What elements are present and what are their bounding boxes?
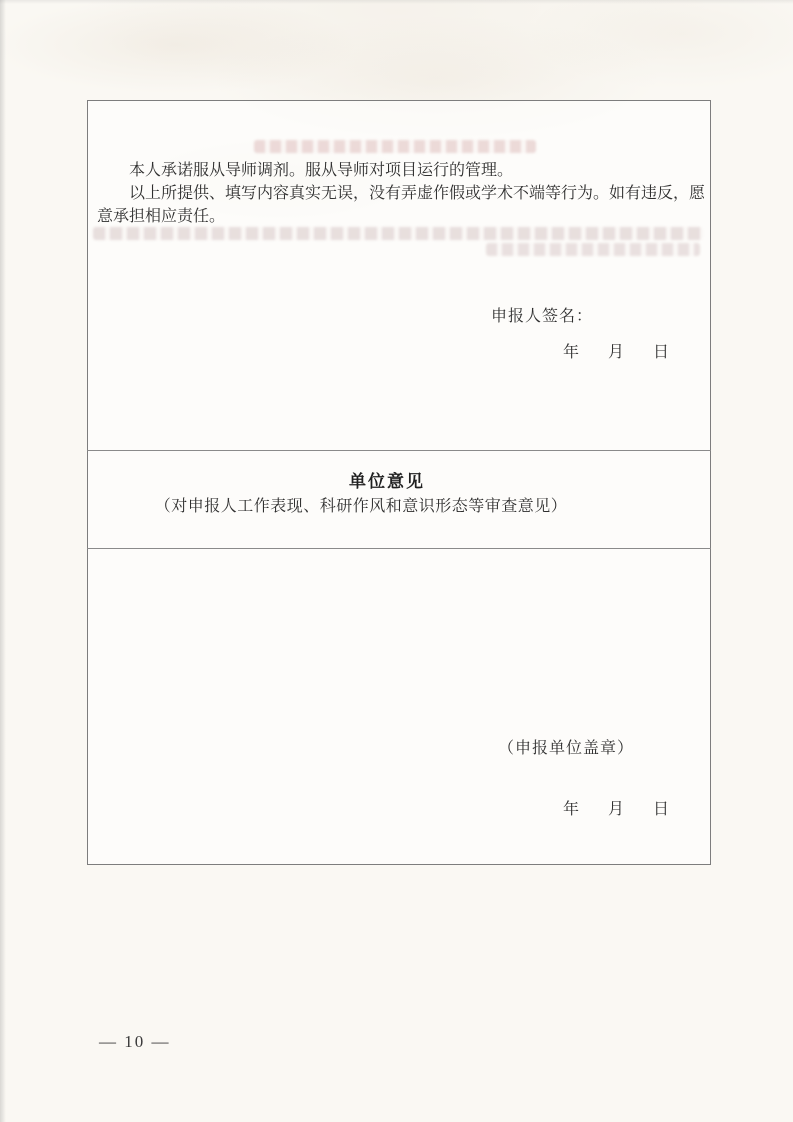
- year-label: 年: [563, 344, 580, 361]
- scan-edge-left: [0, 0, 6, 1122]
- day-label: 日: [653, 801, 670, 818]
- page-number: — 10 —: [99, 1032, 171, 1051]
- unit-opinion-date-line: [563, 796, 669, 819]
- applicant-signature-label: 申报人签名：: [491, 308, 594, 325]
- unit-opinion-subtitle: （对申报人工作表现、科研作风和意识形态等审查意见）: [154, 498, 568, 515]
- bleedthrough-artifact-middle-right: [486, 243, 700, 256]
- bleedthrough-artifact-top: [254, 140, 536, 153]
- section-divider-2: [87, 548, 711, 549]
- commitment-paragraph-1: 本人承诺服从导师调剂。服从导师对项目运行的管理。: [129, 162, 514, 179]
- month-label: 月: [608, 344, 625, 361]
- section-divider-1: [87, 450, 711, 451]
- form-box: [87, 100, 711, 865]
- unit-seal-label: （申报单位盖章）: [498, 740, 635, 757]
- month-label: 月: [608, 801, 625, 818]
- commitment-paragraph-2: 以上所提供、填写内容真实无误，没有弄虚作假或学术不端等行为。如有违反，愿意承担相应责任。: [97, 185, 706, 225]
- day-label: 日: [653, 344, 670, 361]
- commitment-date-line: [563, 339, 669, 362]
- commitment-text-block: [97, 159, 705, 228]
- scan-edge-top: [0, 0, 793, 4]
- unit-opinion-title: 单位意见: [349, 472, 425, 491]
- year-label: 年: [563, 801, 580, 818]
- bleedthrough-artifact-middle: [93, 227, 703, 240]
